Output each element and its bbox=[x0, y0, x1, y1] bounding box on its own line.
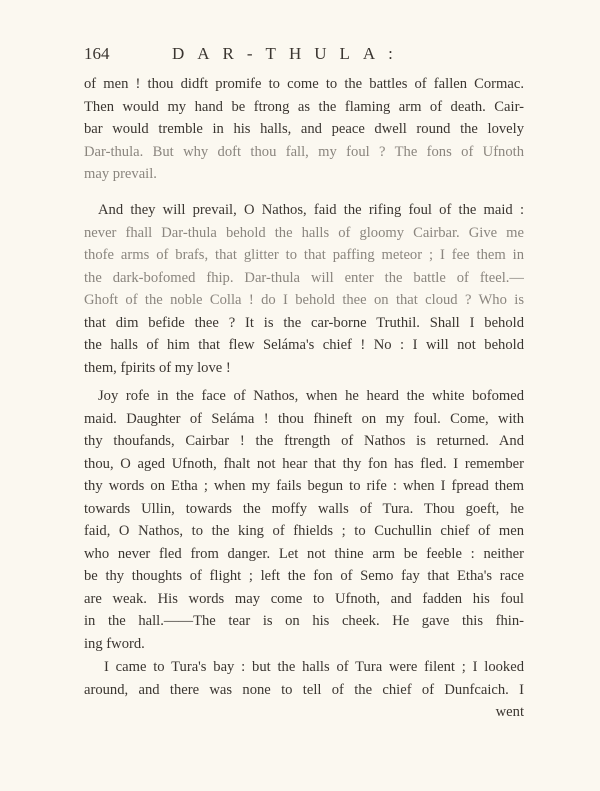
page-header bbox=[84, 44, 524, 64]
text-line: ing fword. bbox=[84, 635, 145, 652]
text-line: in the hall.——The tear is on his cheek. He gave this fhin- bbox=[84, 613, 524, 629]
text-line: faid, O Nathos, to the king of fhields ; to Cuchullin chief of men bbox=[84, 523, 524, 539]
text-line: towards Ullin, towards the moffy walls of Tura. Thou goeft, he bbox=[84, 500, 524, 517]
text-line: be thy thoughts of flight ; left the fon of Semo fay that Etha's race bbox=[84, 568, 524, 584]
page-number: 164 bbox=[84, 44, 110, 63]
paragraph-2 bbox=[84, 199, 524, 379]
text-line: thy thoufands, Cairbar ! the ftrength of Nathos is returned. And bbox=[84, 433, 524, 449]
text-line: thofe arms of brafs, that glitter to that paffing meteor ; I fee them in bbox=[84, 247, 524, 263]
paragraph-1 bbox=[84, 73, 524, 186]
text-line: who never fled from danger. Let not thine arm be feeble : neither bbox=[84, 545, 524, 562]
text-line: may prevail. bbox=[84, 166, 157, 182]
text-line: Joy rofe in the face of Nathos, when he heard the white bofomed bbox=[98, 388, 524, 404]
text-line: that dim befide thee ? It is the car-borne Truthil. Shall I behold bbox=[84, 314, 524, 331]
text-line: around, and there was none to tell of the chief of Dunfcaich. I bbox=[84, 681, 524, 698]
text-line: Then would my hand be ftrong as the flaming arm of death. Cair- bbox=[84, 98, 524, 115]
text-line: thou, O aged Ufnoth, fhalt not hear that thy fon has fled. I remember bbox=[84, 455, 524, 472]
text-line: the dark-bofomed fhip. Dar-thula will enter the battle of fteel.— bbox=[84, 269, 524, 286]
text-line: the halls of him that flew Seláma's chief ! No : I will not behold bbox=[84, 337, 524, 353]
text-line: are weak. His words may come to Ufnoth, and fadden his foul bbox=[84, 590, 524, 607]
running-title: DAR-THULA: bbox=[172, 44, 406, 63]
catchword: went bbox=[495, 704, 524, 720]
text-line: Ghoft of the noble Colla ! do I behold thee on that cloud ? Who is bbox=[84, 292, 524, 308]
text-line: I came to Tura's bay : but the halls of Tura were filent ; I looked bbox=[104, 659, 524, 675]
paragraph-3 bbox=[84, 385, 524, 655]
text-line: never fhall Dar-thula behold the halls of gloomy Cairbar. Give me bbox=[84, 224, 524, 241]
text-line: of men ! thou didft promife to come to the battles of fallen Cormac. bbox=[84, 76, 524, 92]
text-line: Dar-thula. But why doft thou fall, my foul ? The fons of Ufnoth bbox=[84, 143, 524, 160]
text-line: thy words on Etha ; when my fails begun to rife : when I fpread them bbox=[84, 478, 524, 494]
text-line: maid. Daughter of Seláma ! thou fhineft on my foul. Come, with bbox=[84, 410, 524, 427]
paragraph-4 bbox=[84, 656, 524, 724]
text-line: bar would tremble in his halls, and peace dwell round the lovely bbox=[84, 121, 524, 137]
text-line: And they will prevail, O Nathos, faid the rifing foul of the maid : bbox=[98, 202, 524, 218]
text-line: them, fpirits of my love ! bbox=[84, 359, 231, 376]
